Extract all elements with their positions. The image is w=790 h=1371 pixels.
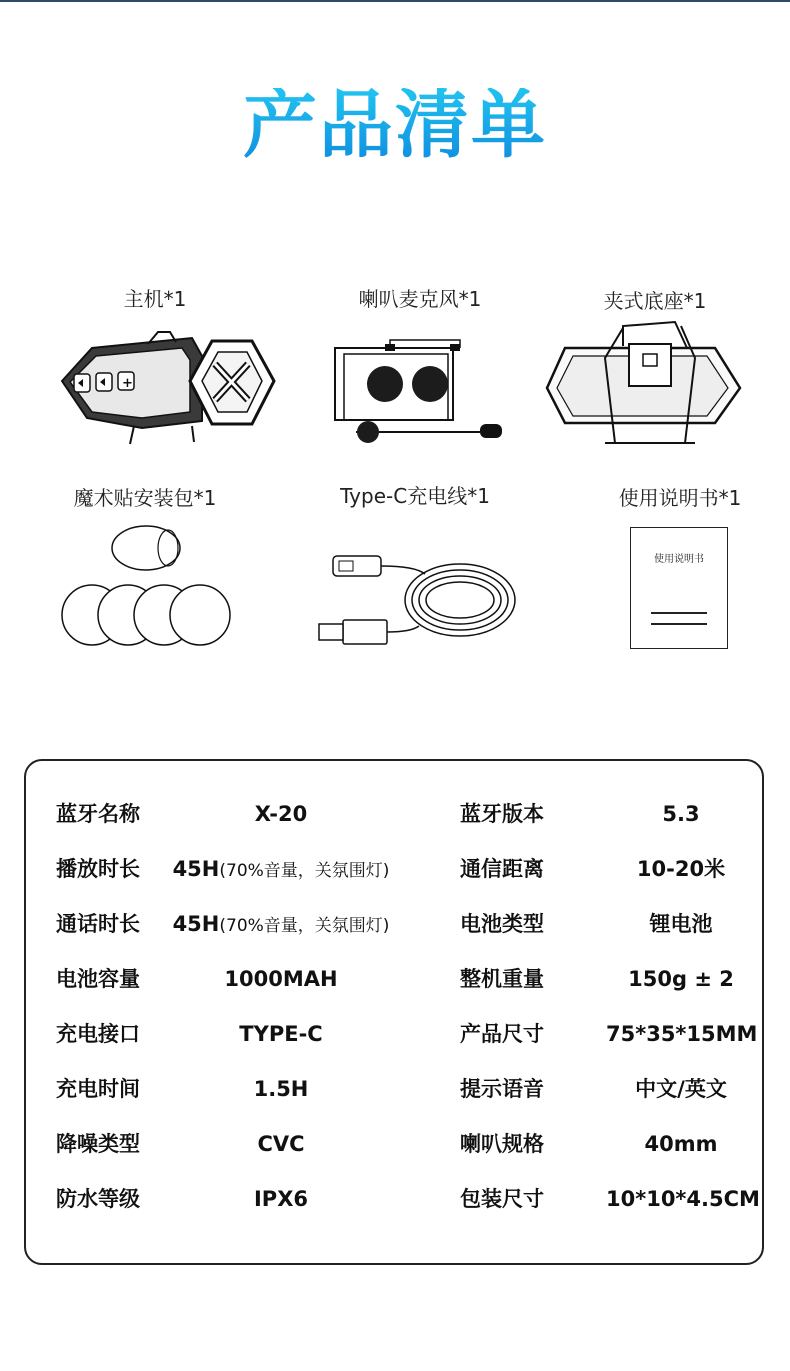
spec-row (26, 849, 766, 889)
spec-value: 1.5H (253, 1077, 309, 1101)
spec-key: 充电时间 (56, 1077, 140, 1101)
spec-value: 75*35*15MM (606, 1022, 758, 1046)
spec-key: 播放时长 (56, 857, 140, 881)
spec-key: 降噪类型 (56, 1132, 140, 1156)
usb-cable-icon (315, 548, 520, 653)
spec-value: 150g ± 2 (628, 967, 734, 991)
item-label-usb-cable: Type-C充电线*1 (340, 484, 490, 508)
spec-key: 蓝牙版本 (460, 802, 544, 826)
spec-value: CVC (257, 1132, 305, 1156)
spec-key: 充电接口 (56, 1022, 140, 1046)
spec-key: 蓝牙名称 (56, 802, 140, 826)
spec-key: 电池类型 (460, 912, 544, 936)
item-label-velcro-kit: 魔术贴安装包*1 (73, 486, 217, 510)
spec-value: TYPE-C (239, 1022, 323, 1046)
manual-cover-text: 使用说明书 (654, 554, 704, 565)
spec-key: 电池容量 (56, 967, 140, 991)
spec-row (26, 904, 766, 944)
spec-key: 提示语音 (460, 1077, 544, 1101)
spec-value: 中文/英文 (635, 1077, 727, 1101)
spec-row (26, 1069, 766, 1109)
item-label-manual: 使用说明书*1 (618, 486, 742, 510)
spec-value: 45H(70%音量，关氛围灯) (172, 857, 390, 881)
clip-mount-icon (545, 318, 745, 453)
spec-key: 喇叭规格 (460, 1132, 544, 1156)
spec-key: 整机重量 (460, 967, 544, 991)
spec-row (26, 1014, 766, 1054)
manual-line (651, 612, 707, 614)
spec-row (26, 794, 766, 834)
item-label-clip-mount: 夹式底座*1 (603, 289, 707, 313)
spec-key: 包装尺寸 (460, 1187, 544, 1211)
item-label-host: 主机*1 (123, 287, 187, 311)
spec-value: 5.3 (662, 802, 700, 826)
headset-host-icon (52, 326, 282, 446)
svg-text:+: + (122, 376, 133, 391)
manual-line (651, 623, 707, 625)
spec-row (26, 1179, 766, 1219)
spec-value: 45H(70%音量，关氛围灯) (172, 912, 390, 936)
spec-row (26, 1124, 766, 1164)
spec-key: 产品尺寸 (460, 1022, 544, 1046)
spec-key: 通话时长 (56, 912, 140, 936)
spec-key: 防水等级 (56, 1187, 140, 1211)
speaker-mic-icon (330, 336, 510, 446)
spec-value: 40mm (644, 1132, 718, 1156)
spec-value: 10*10*4.5CM (606, 1187, 760, 1211)
spec-table (24, 759, 764, 1265)
spec-key: 通信距离 (460, 857, 544, 881)
velcro-kit-icon (60, 520, 235, 650)
page-title: 产品清单 (0, 88, 790, 162)
spec-row (26, 959, 766, 999)
spec-value: 1000MAH (224, 967, 338, 991)
spec-value: 锂电池 (649, 912, 713, 936)
item-label-speaker-mic: 喇叭麦克风*1 (358, 287, 482, 311)
spec-value: IPX6 (253, 1187, 308, 1211)
spec-value: X-20 (254, 802, 308, 826)
manual-icon (630, 527, 728, 649)
spec-value: 10-20米 (636, 857, 726, 881)
top-border (0, 0, 790, 2)
